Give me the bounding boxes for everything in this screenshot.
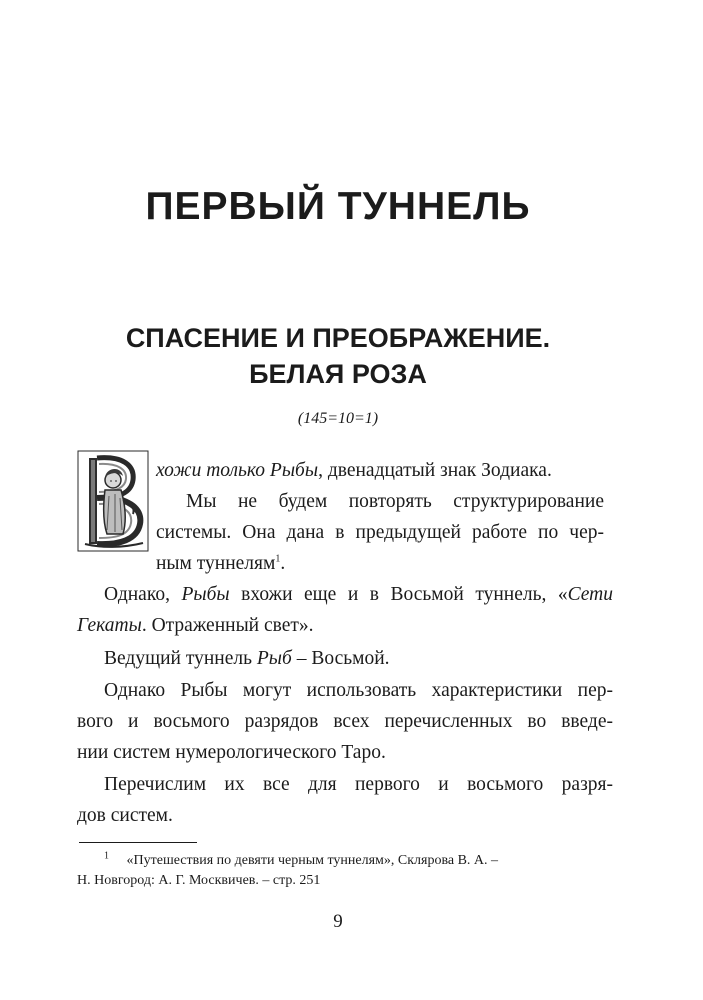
text-run: , двенадцатый знак Зодиака. — [318, 460, 552, 481]
drop-cap-illustration — [77, 450, 149, 552]
italic-phrase: Рыбы — [181, 584, 230, 605]
footnote-line-1 — [104, 852, 498, 870]
italic-phrase: Рыб — [256, 648, 292, 669]
paragraph-1-line-3: системы. Она дана в предыдущей работе по чер- — [156, 522, 604, 543]
italic-phrase: Гекаты — [77, 615, 142, 636]
text-run: . Отраженный свет». — [141, 615, 314, 636]
text-run: . — [280, 553, 286, 574]
paragraph-4-line-3: нии систем нумерологического Таро. — [77, 742, 386, 763]
text-run: Однако, — [104, 584, 182, 605]
section-title-line-1: СПАСЕНИЕ И ПРЕОБРАЖЕНИЕ. — [125, 323, 551, 353]
text-run: ным туннелям — [156, 553, 276, 574]
paragraph-5-line-2: дов систем. — [77, 805, 173, 826]
footnote-text: «Путешествия по девяти черным туннелям», Склярова В. А. – — [126, 853, 499, 868]
paragraph-2-line-2 — [77, 610, 613, 641]
paragraph-1-line-1 — [156, 455, 604, 486]
paragraph-2-line-1 — [104, 579, 613, 610]
text-run: Ведущий туннель — [104, 648, 257, 669]
italic-phrase: хожи только Рыбы — [156, 460, 319, 481]
paragraph-1-line-4 — [156, 548, 604, 579]
paragraph-5-line-1: Перечислим их все для первого и восьмого разря- — [104, 774, 613, 795]
footnote-reference: 1 — [275, 553, 281, 565]
footnote-marker: 1 — [104, 850, 109, 862]
paragraph-1-line-2: Мы не будем повторять структурирование — [186, 491, 604, 512]
paragraph-4-line-2: вого и восьмого разрядов всех перечисленных во введе- — [77, 711, 613, 732]
paragraph-3-line-1 — [104, 643, 613, 674]
section-title — [0, 320, 676, 392]
text-run: – Восьмой. — [291, 648, 390, 669]
chapter-title: ПЕРВЫЙ ТУННЕЛЬ — [145, 185, 531, 228]
section-title-line-2: БЕЛАЯ РОЗА — [249, 359, 427, 389]
footnote-line-2: Н. Новгород: А. Г. Москвичев. – стр. 251 — [77, 873, 321, 888]
italic-phrase: Сети — [567, 584, 613, 605]
paragraph-4-line-1: Однако Рыбы могут использовать характеристики пер- — [104, 680, 613, 701]
numerology-formula: (145=10=1) — [297, 410, 379, 427]
text-run: вхожи еще и в Восьмой туннель, « — [229, 584, 568, 605]
footnote-divider — [79, 842, 197, 843]
page-number: 9 — [333, 911, 343, 932]
